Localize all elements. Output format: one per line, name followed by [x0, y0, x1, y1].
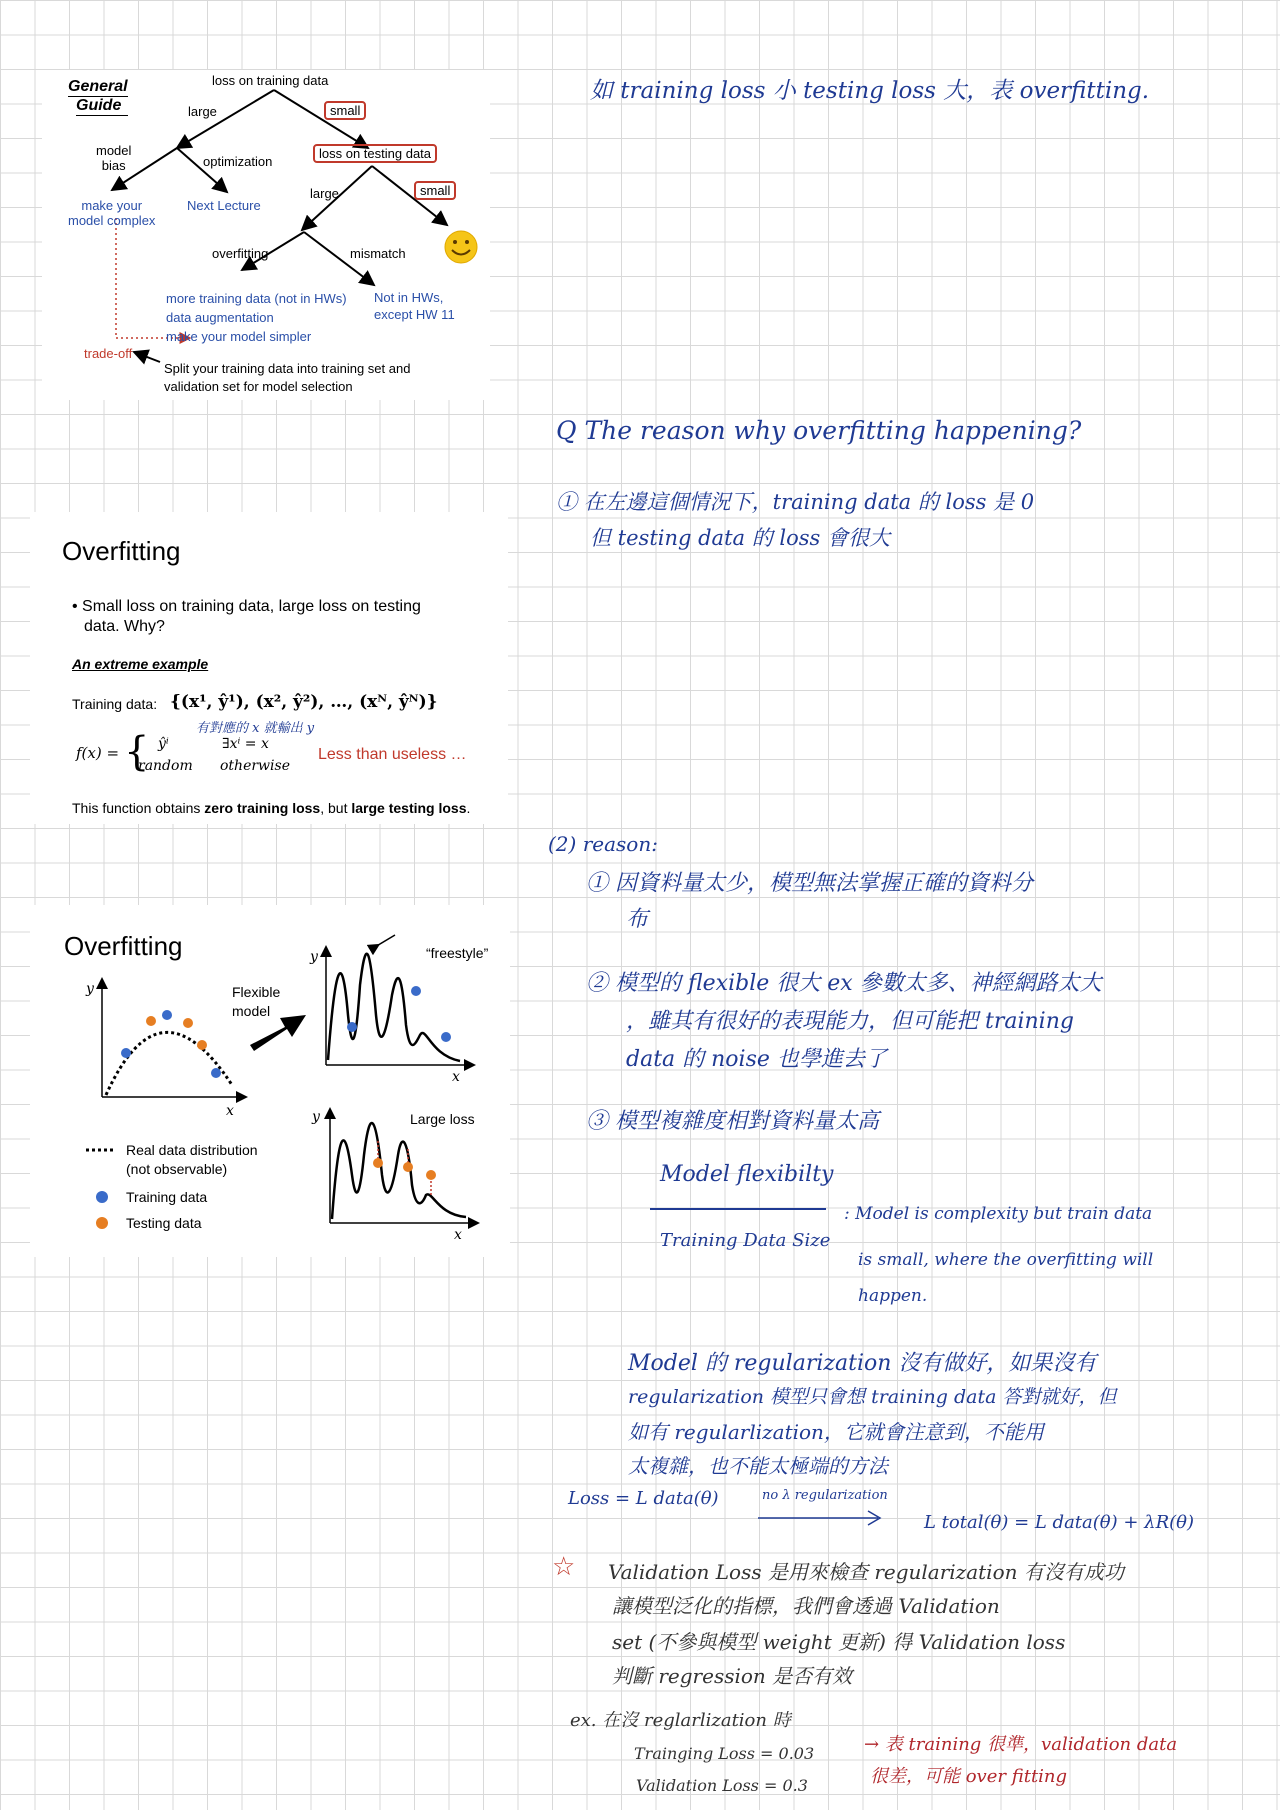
- note-frac-note2: is small, where the overfitting will: [858, 1250, 1154, 1270]
- note-reason2-line1: ② 模型的 flexible 很大 ex 參數太多、神經網路太大: [586, 971, 1102, 996]
- guide-optimization: optimization: [203, 154, 273, 169]
- slide2-annotation: 有對應的 x 就輸出 y: [196, 721, 315, 736]
- note-frac-note3: happen.: [858, 1286, 928, 1306]
- guide-tradeoff: trade-off: [84, 346, 133, 361]
- guide-small: small: [324, 101, 366, 120]
- note-ex-line2: Trainging Loss = 0.03: [634, 1744, 815, 1763]
- legend-train: Training data: [126, 1189, 208, 1205]
- note-frac-note1: : Model is complexity but train data: [844, 1204, 1153, 1224]
- slide3-large-loss: Large loss: [410, 1111, 475, 1127]
- note-answer1-line2: 但 testing data 的 loss 會很大: [590, 526, 890, 550]
- slide3-x-lower: x: [454, 1227, 462, 1243]
- note-loss-left: Loss = L data(θ): [568, 1488, 719, 1509]
- guide-root: loss on training data: [212, 73, 329, 88]
- guide-title-line1: General: [68, 78, 128, 95]
- note-reason1-line2: 布: [626, 907, 649, 932]
- guide-small2: small: [414, 181, 456, 200]
- slide2-title: Overfitting: [62, 536, 181, 566]
- slide3-y-left: y: [86, 981, 94, 997]
- note-reason1-line1: ① 因資料量太少，模型無法掌握正確的資料分: [586, 871, 1033, 896]
- note-answer1-line1: ① 在左邊這個情況下，training data 的 loss 是 0: [556, 490, 1035, 514]
- slide2-fx: f(x) =: [76, 744, 120, 762]
- slide2-conclusion: [72, 800, 470, 816]
- general-guide-slide: [42, 70, 490, 400]
- slide3-x-left: x: [226, 1103, 234, 1119]
- slide2-case1-cond: ∃xⁱ = x: [222, 736, 269, 752]
- slide2-useless: Less than useless …: [318, 746, 467, 763]
- flexible-line1: Flexible: [232, 984, 281, 1000]
- note-ex-line1: ex. 在沒 reglarlization 時: [570, 1710, 791, 1731]
- guide-model-bias: [96, 143, 131, 173]
- conclusion-large-testing-loss: large testing loss: [351, 800, 467, 816]
- legend-real: [126, 1141, 258, 1179]
- star-icon: ☆: [552, 1552, 576, 1582]
- guide-overfitting: overfitting: [212, 246, 269, 261]
- slide2-bullet: [72, 597, 421, 637]
- flexible-line2: model: [232, 1003, 271, 1019]
- slide3-y-lower: y: [312, 1109, 320, 1125]
- slide3-title: Overfitting: [64, 931, 183, 961]
- bullet-line2: data. Why?: [84, 618, 165, 635]
- slide2-extreme: An extreme example: [72, 656, 209, 672]
- slide2-case2-val: random: [138, 758, 193, 774]
- note-question: Q The reason why overfitting happening?: [556, 416, 1082, 445]
- overfitting-figure-slide: [30, 905, 510, 1257]
- note-line1: 如 training loss 小 testing loss 大，表 overfitting.: [590, 78, 1150, 104]
- guide-make-complex: [68, 198, 155, 228]
- note-val-line1: Validation Loss 是用來檢查 regularization 有沒有成功: [608, 1560, 1124, 1584]
- model-bias-line1: model: [96, 143, 132, 158]
- slide3-y-upper: y: [310, 949, 318, 965]
- note-frac-bar: [650, 1208, 826, 1210]
- note-reg-line1: Model 的 regularization 沒有做好，如果沒有: [628, 1351, 1097, 1376]
- guide-fixes: [166, 289, 347, 346]
- note-loss-arrow-label: no λ regularization: [762, 1488, 888, 1503]
- note-frac-num: Model flexibilty: [660, 1162, 834, 1187]
- note-loss-arrow: [756, 1508, 886, 1528]
- conclusion-zero-training-loss: zero training loss: [204, 800, 321, 816]
- slide3-flexible: [232, 983, 280, 1021]
- note-reg-line4: 太複雜，也不能太極端的方法: [628, 1454, 888, 1478]
- guide-large: large: [188, 104, 217, 119]
- split-line2: validation set for model selection: [164, 379, 353, 394]
- split-line1: Split your training data into training set and: [164, 361, 411, 376]
- make-complex-line1: make your: [81, 198, 143, 213]
- note-ex-red-line1: → 表 training 很準，validation data: [864, 1734, 1178, 1755]
- fix-simpler: make your model simpler: [166, 329, 312, 344]
- conclusion-end: .: [466, 800, 471, 816]
- slide3-x-upper: x: [452, 1069, 460, 1085]
- guide-loss-testing: loss on testing data: [313, 144, 437, 163]
- smiley-icon: [445, 231, 477, 263]
- legend-test: Testing data: [126, 1215, 202, 1231]
- note-ex-line3: Validation Loss = 0.3: [636, 1776, 808, 1795]
- legend-real-line2: (not observable): [126, 1161, 228, 1177]
- not-hw-line2: except HW 11: [374, 307, 455, 322]
- note-loss-right: L total(θ) = L data(θ) + λR(θ): [924, 1512, 1195, 1533]
- note-reg-line3: 如有 regularlization，它就會注意到，不能用: [628, 1420, 1044, 1444]
- note-frac-den: Training Data Size: [660, 1230, 831, 1251]
- slide2-training-label: Training data:: [72, 696, 158, 712]
- overfitting-example-slide: [30, 512, 508, 824]
- note-reason-head: (2) reason:: [548, 832, 658, 856]
- guide-mismatch: mismatch: [350, 246, 406, 261]
- guide-split: [164, 360, 410, 396]
- note-val-line2: 讓模型泛化的指標，我們會透過 Validation: [612, 1594, 1000, 1618]
- make-complex-line2: model complex: [68, 213, 156, 228]
- slide3-freestyle: “freestyle”: [426, 945, 489, 961]
- note-reason2-line3: data 的 noise 也學進去了: [626, 1047, 887, 1072]
- guide-not-hw: [374, 289, 455, 323]
- note-val-line4: 判斷 regression 是否有效: [612, 1664, 853, 1688]
- slide2-training-set: {(x¹, ŷ¹), (x², ŷ²), …, (xᴺ, ŷᴺ)}: [170, 692, 438, 712]
- conclusion-pre: This function obtains: [72, 800, 205, 816]
- note-reg-line2: regularization 模型只會想 training data 答對就好，但: [628, 1386, 1117, 1408]
- guide-title-line2: Guide: [76, 97, 128, 116]
- note-ex-red-line2: 很差，可能 over fitting: [870, 1766, 1068, 1787]
- note-val-line3: set (不參與模型 weight 更新) 得 Validation loss: [612, 1630, 1066, 1654]
- slide2-case2-cond: otherwise: [220, 758, 290, 774]
- conclusion-mid: , but: [320, 800, 352, 816]
- guide-next-lecture: Next Lecture: [187, 198, 261, 213]
- note-reason3: ③ 模型複雜度相對資料量太高: [586, 1109, 879, 1134]
- guide-title: [68, 78, 128, 116]
- not-hw-line1: Not in HWs,: [374, 290, 444, 305]
- bullet-line1: • Small loss on training data, large loss on testing: [72, 598, 421, 615]
- legend-real-line1: Real data distribution: [126, 1142, 258, 1158]
- slide2-case1-val: ŷⁱ: [158, 736, 169, 752]
- note-reason2-line2: ，雖其有很好的表現能力，但可能把 training: [626, 1009, 1074, 1034]
- fix-more-data: more training data (not in HWs): [166, 291, 347, 306]
- fix-augmentation: data augmentation: [166, 310, 274, 325]
- guide-large2: large: [310, 186, 339, 201]
- slide2-brace: {: [124, 729, 150, 775]
- model-bias-line2: bias: [101, 158, 126, 173]
